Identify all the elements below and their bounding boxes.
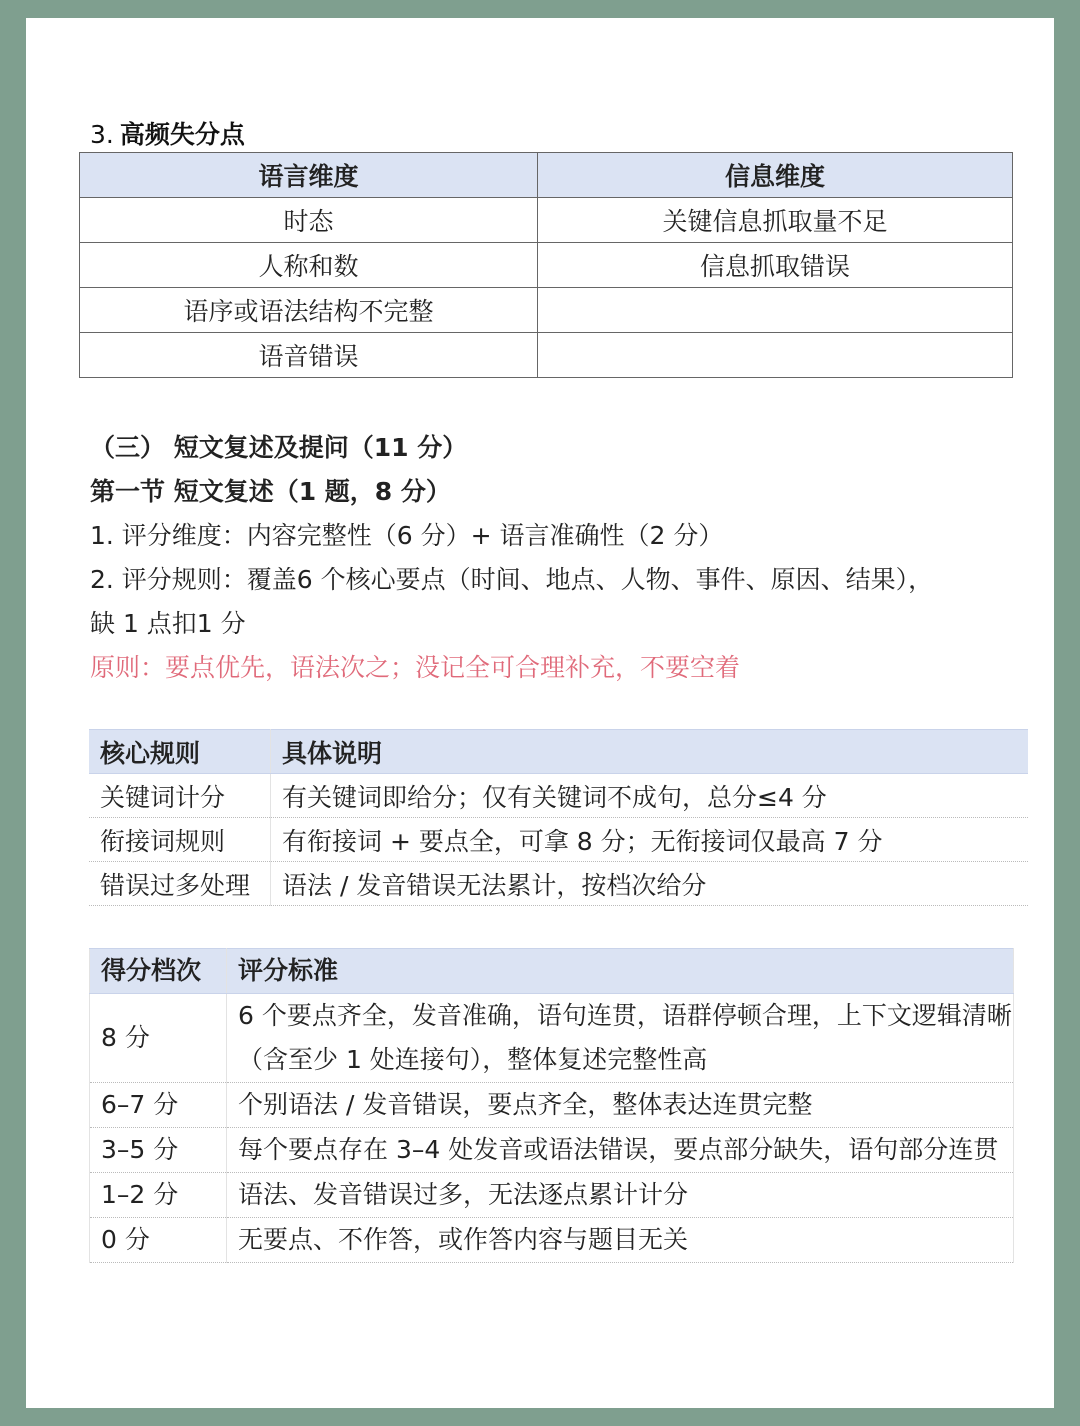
table-header-cell: 语言维度 — [80, 153, 538, 198]
score-levels-table — [89, 948, 1014, 1263]
table-cell: 语音错误 — [80, 333, 538, 378]
table-header-cell: 得分档次 — [90, 949, 227, 994]
table-header-cell: 具体说明 — [271, 730, 1029, 774]
scoring-rule-line: 2. 评分规则：覆盖6 个核心要点（时间、地点、人物、事件、原因、结果）， — [90, 565, 934, 594]
table-cell: 错误过多处理 — [89, 862, 271, 906]
scoring-rule-line-cont: 缺 1 点扣1 分 — [90, 609, 246, 638]
table-row — [80, 198, 1013, 243]
section-number: 3. — [90, 120, 114, 149]
table-header-row — [89, 730, 1028, 774]
core-rules-table — [89, 729, 1028, 906]
table-cell — [538, 333, 1013, 378]
table-row — [90, 1083, 1014, 1128]
table-header-cell: 信息维度 — [538, 153, 1013, 198]
table-row — [89, 862, 1028, 906]
table-row — [90, 1128, 1014, 1173]
table-row — [89, 818, 1028, 862]
table-header-row — [90, 949, 1014, 994]
table-row — [90, 1218, 1014, 1263]
table-cell: 有衔接词 + 要点全，可拿 8 分；无衔接词仅最高 7 分 — [271, 818, 1029, 862]
table-cell: 8 分 — [90, 994, 227, 1083]
table-cell: 3–5 分 — [90, 1128, 227, 1173]
table-cell: 关键词计分 — [89, 774, 271, 818]
table-cell: 信息抓取错误 — [538, 243, 1013, 288]
table-row — [89, 774, 1028, 818]
table-cell: 衔接词规则 — [89, 818, 271, 862]
table-header-cell: 核心规则 — [89, 730, 271, 774]
table-cell: 时态 — [80, 198, 538, 243]
subsection-heading: 第一节 短文复述（1 题，8 分） — [90, 477, 451, 506]
table-cell: 语法 / 发音错误无法累计，按档次给分 — [271, 862, 1029, 906]
table-cell: 语法、发音错误过多，无法逐点累计计分 — [227, 1173, 1014, 1218]
table-cell: 无要点、不作答，或作答内容与题目无关 — [227, 1218, 1014, 1263]
table-cell: 6 个要点齐全，发音准确，语句连贯，语群停顿合理，上下文逻辑清晰（含至少 1 处连接句），整体复述完整性高 — [227, 994, 1014, 1083]
table-cell: 个别语法 / 发音错误，要点齐全，整体表达连贯完整 — [227, 1083, 1014, 1128]
table-cell: 每个要点存在 3–4 处发音或语法错误，要点部分缺失，语句部分连贯 — [227, 1128, 1014, 1173]
high-frequency-errors-table — [79, 152, 1013, 378]
table-header-row — [80, 153, 1013, 198]
table-cell — [538, 288, 1013, 333]
table-row — [80, 243, 1013, 288]
table-cell: 人称和数 — [80, 243, 538, 288]
section-heading-3 — [90, 120, 245, 150]
section-title: 高频失分点 — [119, 120, 245, 149]
table-row — [90, 994, 1014, 1083]
table-row — [80, 333, 1013, 378]
table-header-cell: 评分标准 — [227, 949, 1014, 994]
table-cell: 6–7 分 — [90, 1083, 227, 1128]
table-cell: 有关键词即给分；仅有关键词不成句，总分≤4 分 — [271, 774, 1029, 818]
principle-note: 原则：要点优先，语法次之；没记全可合理补充，不要空着 — [90, 653, 741, 682]
table-row — [90, 1173, 1014, 1218]
table-cell: 0 分 — [90, 1218, 227, 1263]
table-cell: 1–2 分 — [90, 1173, 227, 1218]
part-heading: （三） 短文复述及提问（11 分） — [90, 433, 468, 462]
table-cell: 关键信息抓取量不足 — [538, 198, 1013, 243]
document-page — [26, 18, 1054, 1408]
table-row — [80, 288, 1013, 333]
table-cell: 语序或语法结构不完整 — [80, 288, 538, 333]
scoring-dimension-line: 1. 评分维度：内容完整性（6 分）+ 语言准确性（2 分） — [90, 521, 724, 550]
